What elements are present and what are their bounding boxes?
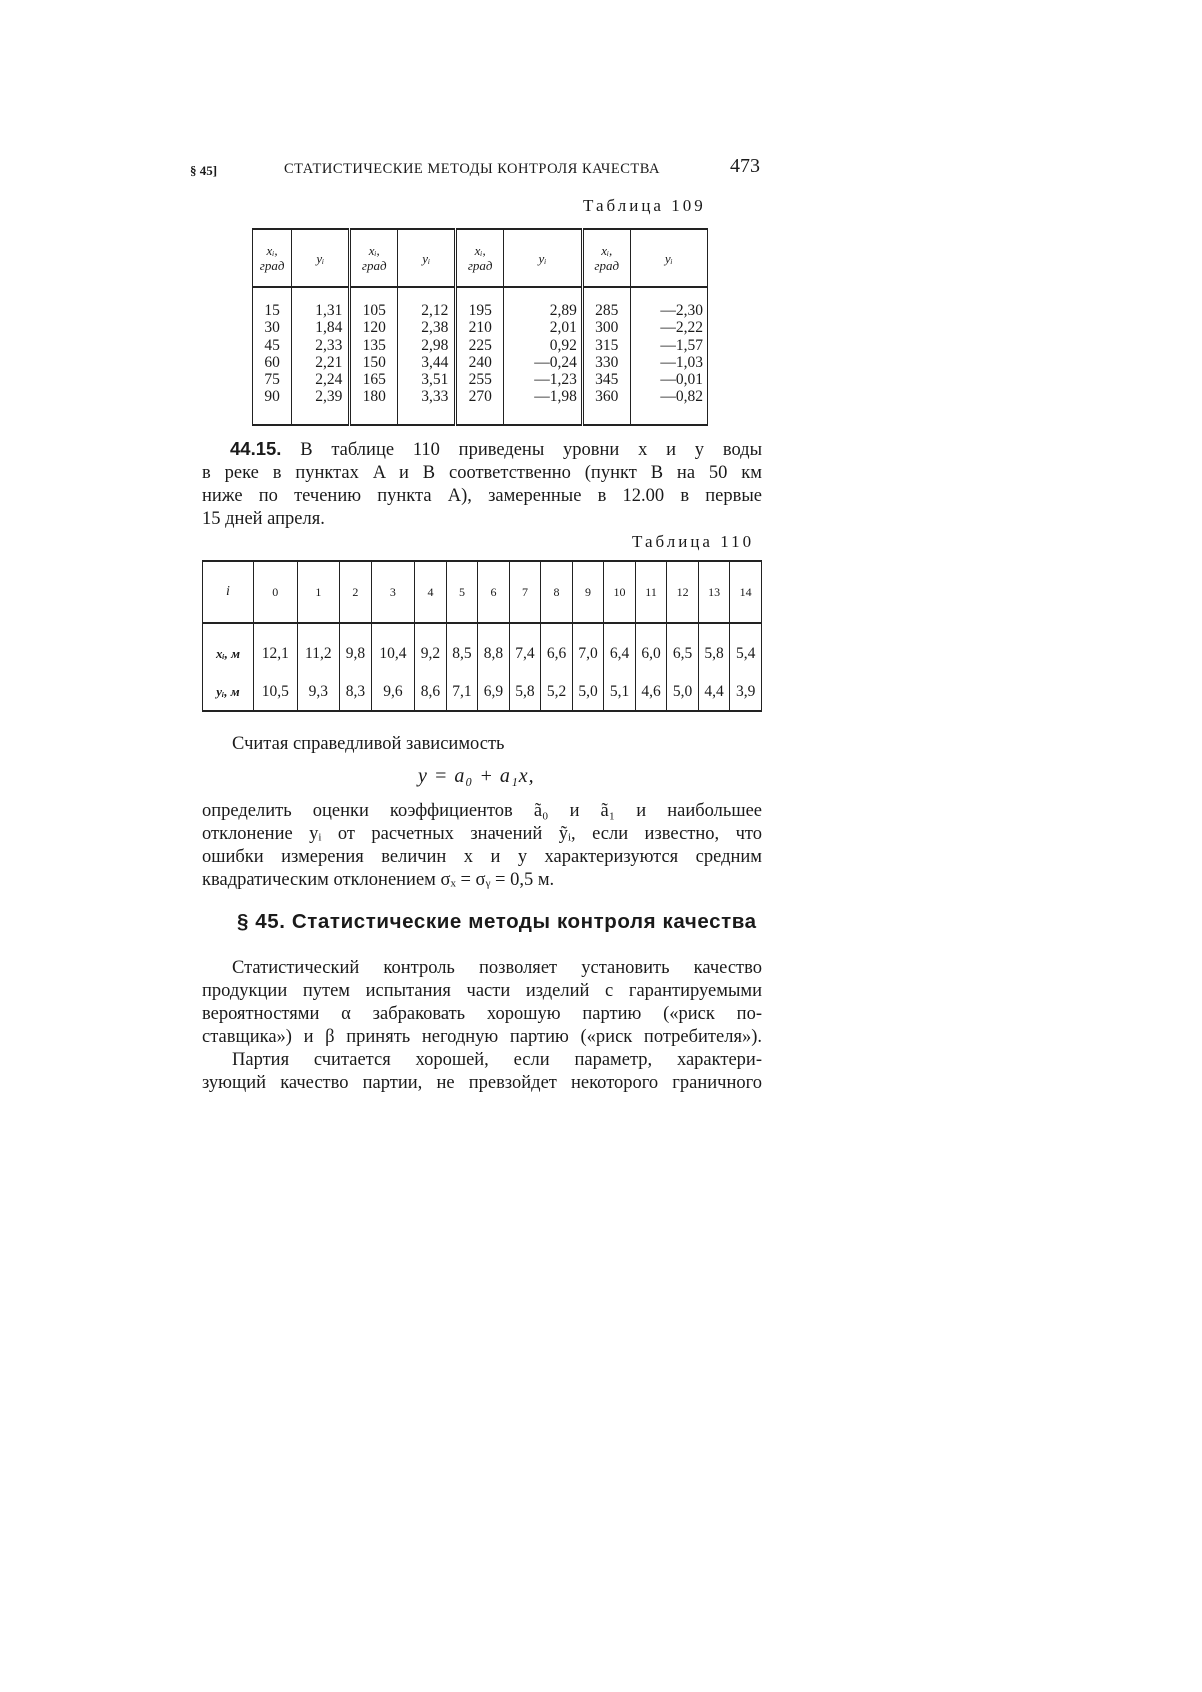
problem-line: 15 дней апреля. — [202, 509, 325, 529]
section-heading: § 45. Статистические методы контроля качества — [237, 910, 757, 933]
body-line: определить оценки коэффициентов ã₀ и ã₁ и наибольшее — [202, 801, 762, 821]
table-110-cell: 9,8 — [340, 623, 372, 674]
table-109-cell: —0,01 — [660, 371, 703, 389]
table-110-cell: 11 — [635, 561, 667, 623]
table-110-cell: 9,3 — [297, 674, 340, 711]
table-109-header-cell: xᵢ, град — [456, 229, 504, 287]
table-110-cell: 7,4 — [509, 623, 541, 674]
table-110-row — [203, 623, 762, 674]
table-109-cell: 210 — [468, 319, 492, 337]
table-109-cell: —1,57 — [660, 336, 703, 354]
table-109-cell: 360 — [595, 388, 619, 406]
table-110-cell: 8,3 — [340, 674, 372, 711]
table-109-column — [292, 287, 350, 425]
body-paragraph — [202, 800, 762, 892]
running-header — [190, 155, 760, 185]
table-110-cell: 8,5 — [446, 623, 478, 674]
table-109-cell: —1,03 — [660, 353, 703, 371]
table-109-cell: 3,51 — [421, 371, 449, 389]
section-line: зующий качество партии, не превзойдет некоторого граничного — [202, 1073, 762, 1093]
table-110-cell: 5,0 — [667, 674, 699, 711]
table-109-cell: 2,39 — [315, 388, 343, 406]
table-110-cell: 4,4 — [698, 674, 730, 711]
table-110-cell: 8 — [541, 561, 573, 623]
table-109-cell: 315 — [595, 336, 619, 354]
table-110-cell: 9 — [572, 561, 604, 623]
table-110-cell: 9,2 — [415, 623, 447, 674]
table-109-cell: 2,33 — [315, 336, 343, 354]
table-109-header-cell: xᵢ, град — [253, 229, 292, 287]
problem-line: ниже по течению пункта A), замеренные в 12.00 в первые — [202, 486, 762, 506]
table-109-column — [582, 287, 630, 425]
table-110-cell: 6 — [478, 561, 510, 623]
table-110-cell: 5,0 — [572, 674, 604, 711]
table-109-cell: 285 — [595, 302, 619, 319]
table-110-cell: 6,9 — [478, 674, 510, 711]
table-109-column — [350, 287, 398, 425]
table-110-row-label: i — [203, 561, 254, 623]
table-109-cell: 345 — [595, 371, 619, 389]
table-110-cell: 0 — [254, 561, 298, 623]
table-109-cell: 240 — [468, 353, 492, 371]
section-line: вероятностями α забраковать хорошую партию («риск по- — [202, 1004, 762, 1024]
table-110-cell: 3 — [371, 561, 415, 623]
table-110-cell: 6,4 — [604, 623, 636, 674]
table-109-cell: 2,98 — [421, 336, 449, 354]
table-109-cell: 1,31 — [315, 302, 343, 319]
table-110-cell: 5,8 — [698, 623, 730, 674]
table-109-column — [630, 287, 707, 425]
table-109-cell: 90 — [264, 388, 280, 406]
table-110-row — [203, 561, 762, 623]
table-110-cell: 10,5 — [254, 674, 298, 711]
table-109-cell: —0,82 — [660, 388, 703, 406]
table-109-cell: 255 — [468, 371, 492, 389]
section-line: продукции путем испытания части изделий с гарантируемыми — [202, 981, 762, 1001]
table-109-cell: 15 — [264, 302, 280, 319]
table-110-cell: 13 — [698, 561, 730, 623]
body-line: отклонение yᵢ от расчетных значений ỹᵢ, если известно, что — [202, 824, 762, 844]
table-109-header-cell: yᵢ — [398, 229, 456, 287]
table-109-caption: Таблица 109 — [583, 196, 706, 215]
table-109-cell: 3,44 — [421, 353, 449, 371]
table-109-cell: 75 — [264, 371, 280, 389]
table-110-cell: 2 — [340, 561, 372, 623]
regression-formula: y = a₀ + a₁x, — [418, 765, 535, 787]
table-109-header-cell: yᵢ — [630, 229, 707, 287]
table-110-cell: 9,6 — [371, 674, 415, 711]
table-109-cell: —2,30 — [660, 302, 703, 319]
table-109-cell: 105 — [362, 302, 386, 319]
table-110-cell: 7,1 — [446, 674, 478, 711]
table-110-cell: 4 — [415, 561, 447, 623]
table-109-cell: 2,89 — [549, 302, 577, 319]
table-109-cell: 120 — [362, 319, 386, 337]
table-109-cell: 1,84 — [315, 319, 343, 337]
table-109-cell: 2,24 — [315, 371, 343, 389]
table-110-cell: 1 — [297, 561, 340, 623]
table-109-column — [456, 287, 504, 425]
table-109-column — [504, 287, 583, 425]
table-110-cell: 6,5 — [667, 623, 699, 674]
table-110-row-label: yᵢ, м — [203, 674, 254, 711]
table-110-row-label: xᵢ, м — [203, 623, 254, 674]
table-109-cell: 30 — [264, 319, 280, 337]
header-title: СТАТИСТИЧЕСКИЕ МЕТОДЫ КОНТРОЛЯ КАЧЕСТВА — [284, 161, 660, 177]
table-110-cell: 8,6 — [415, 674, 447, 711]
table-109-column — [398, 287, 456, 425]
section-paragraph-2 — [202, 1049, 762, 1095]
header-section-ref: § 45] — [190, 163, 218, 178]
problem-line: 44.15. В таблице 110 приведены уровни x и y воды — [230, 438, 763, 460]
table-110-cell: 12 — [667, 561, 699, 623]
table-109-header-cell: xᵢ, град — [350, 229, 398, 287]
table-109-column — [253, 287, 292, 425]
table-109-cell: 150 — [362, 353, 386, 371]
table-109-cell: 2,12 — [421, 302, 449, 319]
table-109-cell: —1,23 — [534, 371, 577, 389]
page-number: 473 — [730, 155, 760, 177]
table-109-cell: 0,92 — [549, 336, 577, 354]
body-intro: Считая справедливой зависимость — [232, 734, 505, 754]
table-109-cell: 300 — [595, 319, 619, 337]
table-109-header-cell: xᵢ, град — [582, 229, 630, 287]
table-109-cell: 3,33 — [421, 388, 449, 406]
table-109-cell: 60 — [264, 353, 280, 371]
table-110-cell: 4,6 — [635, 674, 667, 711]
table-109 — [252, 228, 708, 426]
table-109-cell: 135 — [362, 336, 386, 354]
table-110-cell: 10 — [604, 561, 636, 623]
table-110-row — [203, 674, 762, 711]
body-line: квадратическим отклонением σₓ = σᵧ = 0,5 м. — [202, 870, 555, 890]
table-109-cell: 225 — [468, 336, 492, 354]
table-110-cell: 5,2 — [541, 674, 573, 711]
section-line: ставщика») и β принять негодную партию («риск потребителя»). — [202, 1027, 762, 1047]
table-110-cell: 5,8 — [509, 674, 541, 711]
table-109-cell: 2,38 — [421, 319, 449, 337]
table-110-cell: 6,6 — [541, 623, 573, 674]
table-109-header-cell: yᵢ — [504, 229, 583, 287]
table-110-cell: 7,0 — [572, 623, 604, 674]
table-110-cell: 10,4 — [371, 623, 415, 674]
table-109-cell: —2,22 — [660, 319, 703, 337]
table-110-caption: Таблица 110 — [632, 532, 755, 551]
problem-line: в реке в пунктах A и B соответственно (пункт B на 50 км — [202, 463, 762, 483]
table-109-cell: 2,21 — [315, 353, 343, 371]
table-110-cell: 5,4 — [730, 623, 762, 674]
section-line: Статистический контроль позволяет установить качество — [232, 958, 762, 978]
table-110-cell: 6,0 — [635, 623, 667, 674]
table-110-cell: 8,8 — [478, 623, 510, 674]
section-line: Партия считается хорошей, если параметр, характери- — [232, 1050, 762, 1070]
problem-44-15 — [202, 437, 762, 531]
table-110-cell: 3,9 — [730, 674, 762, 711]
table-109-cell: 270 — [468, 388, 492, 406]
table-109-cell: —0,24 — [534, 353, 577, 371]
table-109-cell: —1,98 — [534, 388, 577, 406]
table-109-cell: 195 — [468, 302, 492, 319]
table-110-cell: 7 — [509, 561, 541, 623]
table-109-cell: 165 — [362, 371, 386, 389]
table-110-cell: 12,1 — [254, 623, 298, 674]
table-110-cell: 5,1 — [604, 674, 636, 711]
table-109-cell: 45 — [264, 336, 280, 354]
table-110 — [202, 560, 762, 712]
table-110-cell: 5 — [446, 561, 478, 623]
problem-number: 44.15. — [230, 438, 282, 459]
table-110-cell: 14 — [730, 561, 762, 623]
body-line: ошибки измерения величин x и y характеризуются средним — [202, 847, 762, 867]
table-110-cell: 11,2 — [297, 623, 340, 674]
table-109-cell: 2,01 — [549, 319, 577, 337]
section-paragraph-1 — [202, 957, 762, 1049]
table-109-header-cell: yᵢ — [292, 229, 350, 287]
table-109-cell: 330 — [595, 353, 619, 371]
table-109-cell: 180 — [362, 388, 386, 406]
